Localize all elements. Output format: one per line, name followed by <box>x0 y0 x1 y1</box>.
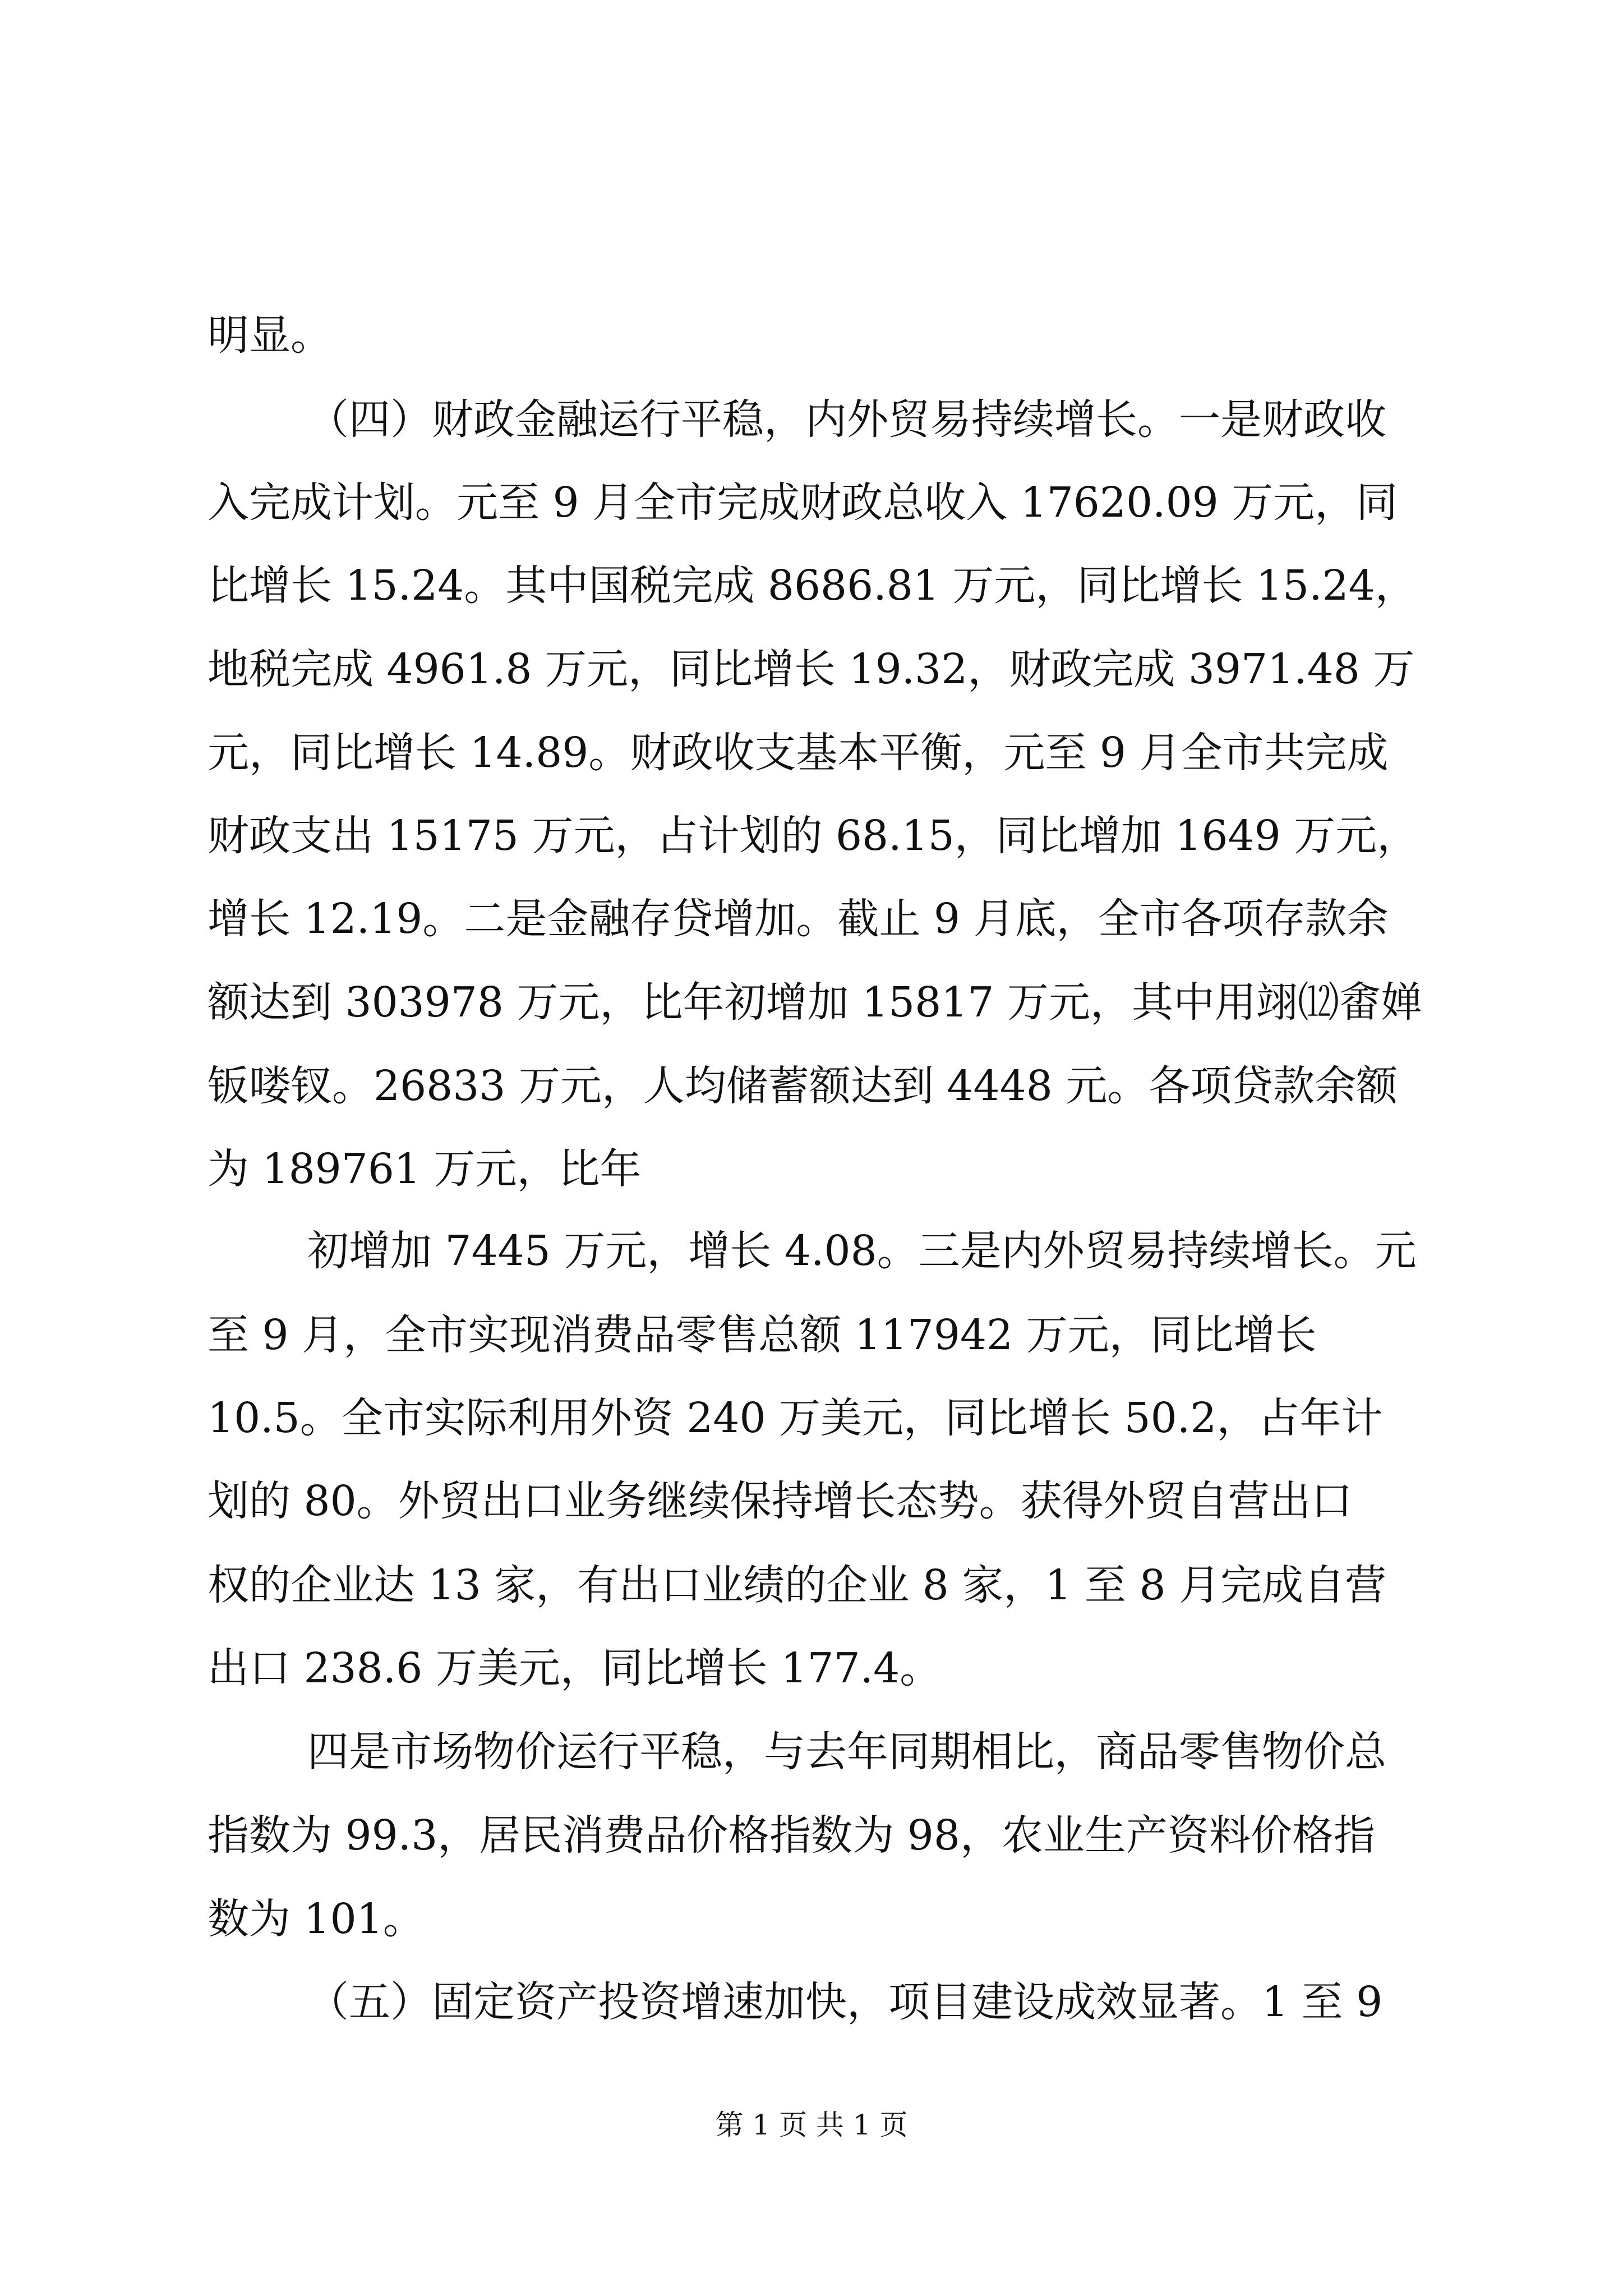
text-line: 指数为 99.3，居民消费品价格指数为 98，农业生产资料价格指 <box>208 1811 1375 1860</box>
text-line: 初增加 7445 万元，增长 4.08。三是内外贸易持续增长。元 <box>307 1227 1417 1275</box>
text-line: 权的企业达 13 家，有出口业绩的企业 8 家，1 至 8 月完成自营 <box>208 1561 1387 1609</box>
text-line: 增长 12.19。二是金融存贷增加。截止 9 月底，全市各项存款余 <box>208 895 1389 943</box>
text-line: 四是市场物价运行平稳，与去年同期相比，商品零售物价总 <box>307 1728 1386 1776</box>
text-line: 财政支出 15175 万元，占计划的 68.15，同比增加 1649 万元， <box>208 812 1419 860</box>
text-line: 钣喽钗。26833 万元，人均储蓄额达到 4448 元。各项贷款余额 <box>208 1062 1398 1110</box>
text-line: 划的 80。外贸出口业务继续保持增长态势。获得外贸自营出口 <box>208 1477 1353 1525</box>
text-line: 地税完成 4961.8 万元，同比增长 19.32，财政完成 3971.48 万 <box>208 645 1415 693</box>
text-line: 10.5。全市实际利用外资 240 万美元，同比增长 50.2，占年计 <box>208 1394 1383 1442</box>
text-line: 额达到 303978 万元，比年初增加 15817 万元，其中用翊⑿畬婵 <box>208 978 1422 1027</box>
text-line: 比增长 15.24。其中国税完成 8686.81 万元，同比增长 15.24， <box>208 562 1417 610</box>
text-line: （五）固定资产投资增速加快，项目建设成效显著。1 至 9 <box>307 1978 1383 2026</box>
text-line: 为 189761 万元，比年 <box>208 1145 642 1193</box>
page-number-footer: 第 1 页 共 1 页 <box>715 2109 908 2141</box>
text-line: （四）财政金融运行平稳，内外贸易持续增长。一是财政收 <box>307 395 1386 444</box>
text-line: 至 9 月，全市实现消费品零售总额 117942 万元，同比增长 <box>208 1311 1317 1359</box>
text-line: 明显。 <box>208 311 332 360</box>
text-line: 数为 101。 <box>208 1895 425 1943</box>
text-line: 出口 238.6 万美元，同比增长 177.4。 <box>208 1644 942 1692</box>
text-line: 元，同比增长 14.89。财政收支基本平衡，元至 9 月全市共完成 <box>208 729 1389 777</box>
text-line: 入完成计划。元至 9 月全市完成财政总收入 17620.09 万元，同 <box>208 478 1398 527</box>
